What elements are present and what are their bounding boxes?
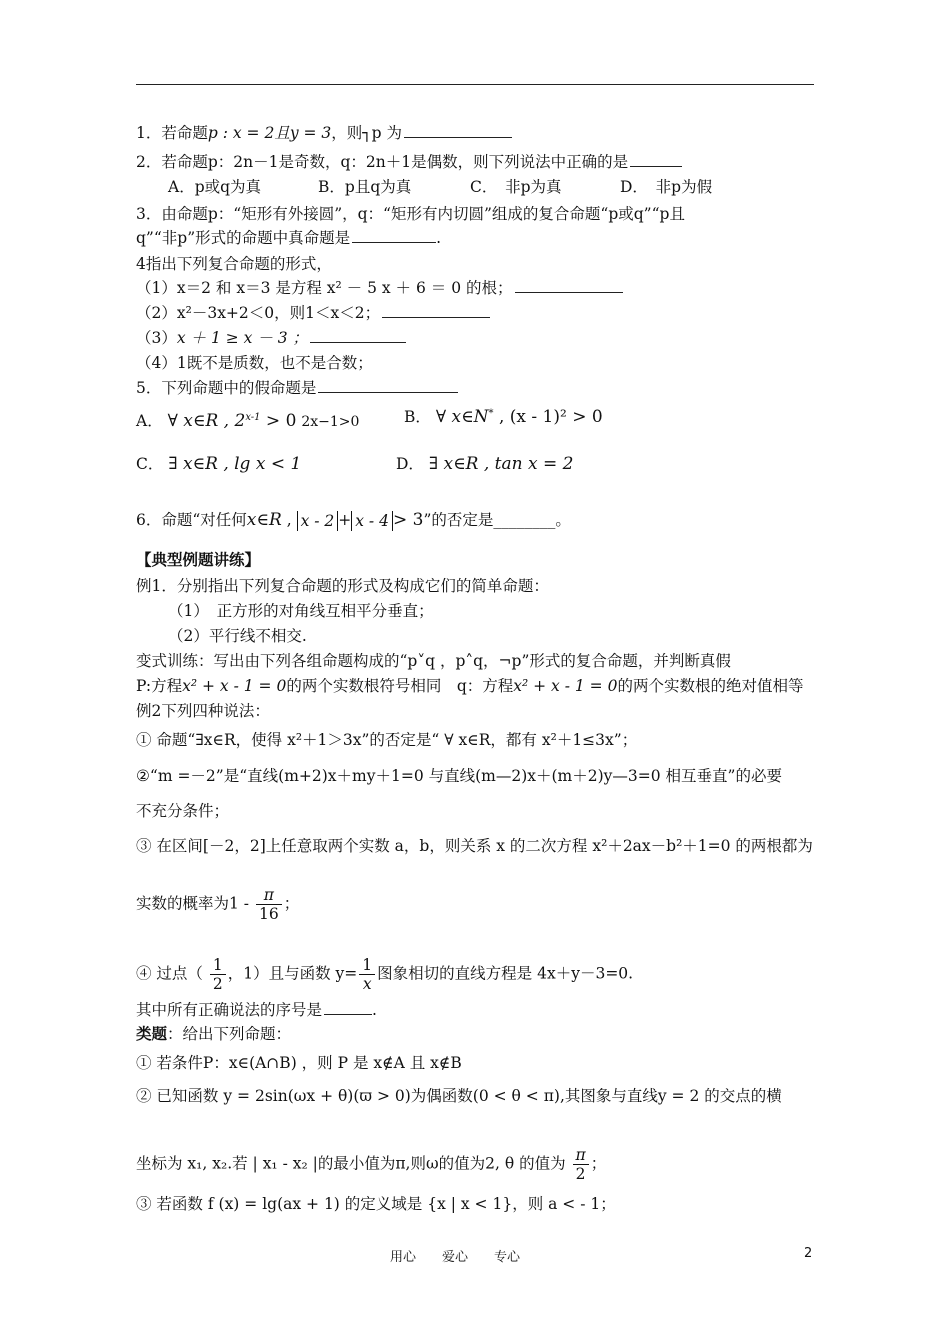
question-1: 1．若命题p : x = 2且y = 3，则┐p 为 [136, 123, 512, 143]
q4-item-4: （4）1既不是质数，也不是合数； [136, 354, 373, 372]
variant-line-2: P:方程x² + x - 1 = 0的两个实数根符号相同 q：方程x² + x - 1 = 0的两个实数根的绝对值相等 [136, 677, 804, 695]
q4-item-3: （3）x ＋ 1 ≥ x － 3 ； [136, 328, 406, 348]
example-2-statement-3b: 实数的概率为1 - $\frac{\pi}{16}$ ； [136, 886, 300, 923]
example-2-statement-4: ④ 过点（ $\frac{1}{2}$ ，1）且与函数 y= $\frac{1}{x}$ 图象相切的直线方程是 4x＋y－3=0. [136, 956, 634, 993]
section-title: 【典型例题讲练】 [136, 550, 261, 569]
example-2-end: 其中所有正确说法的序号是 . [136, 1001, 377, 1019]
example-2-statement-2b: 不充分条件； [136, 802, 230, 820]
answer-blank [324, 1000, 372, 1015]
question-3-line2: q”“非p”形式的命题中真命题是 . [136, 229, 442, 247]
answer-blank [404, 123, 512, 138]
question-4-title: 4指出下列复合命题的形式， [136, 255, 332, 273]
q4-item-2: （2）x²－3x+2＜0，则1＜x＜2； [136, 303, 490, 323]
footer-motto: 用心 爱心 专心 [390, 1250, 521, 1265]
q2-options [168, 177, 713, 197]
fraction-pi-16: $\frac{\pi}{16}$ [256, 886, 282, 923]
q2-option-a: A．p或q为真 [168, 178, 262, 196]
q2-option-d: D． 非p为假 [620, 178, 713, 196]
fraction-1-2: $\frac{1}{2}$ [210, 956, 226, 993]
q1-math: p : x = 2且y = 3 [207, 124, 332, 142]
example-2-statement-3a: ③ 在区间[－2，2]上任意取两个实数 a，b，则关系 x 的二次方程 x²＋2ax－b²＋1=0 的两根都为 [136, 837, 813, 855]
q5-option-d: D． ∃ x∈R , tan x = 2 [396, 454, 574, 474]
example-1-item-2: （2）平行线不相交. [168, 627, 307, 645]
page-number: 2 [804, 1246, 813, 1261]
q5-option-a: A． ∀ x∈R , $2^{x-1} > 0$ 2x−1>0 [136, 411, 360, 432]
question-6: 6．命题“对任何x∈R , x - 2 + x - 4 > 3”的否定是________。 [136, 510, 571, 530]
fraction-1-x: $\frac{1}{x}$ [359, 956, 375, 993]
similar-problems-title: 类题：给出下列命题： [136, 1024, 292, 1043]
example-1-title: 例1．分别指出下列复合命题的形式及构成它们的简单命题： [136, 577, 549, 595]
question-5-title: 5．下列命题中的假命题是 [136, 378, 458, 398]
answer-blank [352, 228, 436, 243]
q5-option-b: B． ∀ x∈N* , (x - 1)² > 0 [404, 407, 603, 428]
answer-blank [515, 278, 623, 293]
example-1-item-1: （1） 正方形的对角线互相平分垂直； [168, 602, 434, 620]
example-2-statement-2a: ②“m =－2”是“直线(m+2)x＋my＋1=0 与直线(m—2)x＋(m＋2)y—3=0 相互垂直”的必要 [136, 767, 782, 785]
question-3-line1: 3．由命题p：“矩形有外接圆”，q：“矩形有内切圆”组成的复合命题“p或q”“p且 [136, 205, 685, 223]
header-rule [136, 84, 814, 85]
similar-statement-2b: 坐标为 x₁, x₂.若 | x₁ - x₂ |的最小值为π,则ω的值为2, θ 的值为 $\frac{\pi}{2}$ ； [136, 1146, 607, 1183]
variant-line-1: 变式训练：写出由下列各组命题构成的“p˅q ，p˄q，¬p”形式的复合命题，并判断真假 [136, 652, 731, 670]
answer-blank [318, 378, 458, 393]
fraction-pi-2: $\frac{\pi}{2}$ [573, 1146, 589, 1183]
question-2: 2．若命题p：2n－1是奇数，q：2n＋1是偶数，则下列说法中正确的是 [136, 152, 682, 172]
similar-statement-3: ③ 若函数 f (x) = lg(ax + 1) 的定义域是 {x | x < 1}，则 a < - 1； [136, 1195, 616, 1213]
q4-item-1: （1）x＝2 和 x＝3 是方程 x² － 5 x ＋ 6 ＝ 0 的根； [136, 278, 623, 298]
similar-statement-2a: ② 已知函数 y = 2sin(ωx + θ)(ϖ > 0)为偶函数(0 < θ < π),其图象与直线y = 2 的交点的横 [136, 1087, 782, 1105]
example-2-title: 例2下列四种说法： [136, 702, 270, 720]
answer-blank [382, 303, 490, 318]
q2-option-c: C． 非p为真 [470, 178, 562, 196]
q5-option-c: C． ∃ x∈R , lg x < 1 [136, 454, 302, 474]
similar-statement-1: ① 若条件P：x∈(A∩B) ，则 P 是 x∉A 且 x∉B [136, 1054, 462, 1072]
example-2-statement-1: ① 命题“∃x∈R，使得 x²＋1＞3x”的否定是“ ∀ x∈R，都有 x²＋1≤3x”； [136, 731, 638, 749]
answer-blank [310, 328, 406, 343]
q2-option-b: B．p且q为真 [318, 178, 412, 196]
answer-blank [630, 152, 682, 167]
